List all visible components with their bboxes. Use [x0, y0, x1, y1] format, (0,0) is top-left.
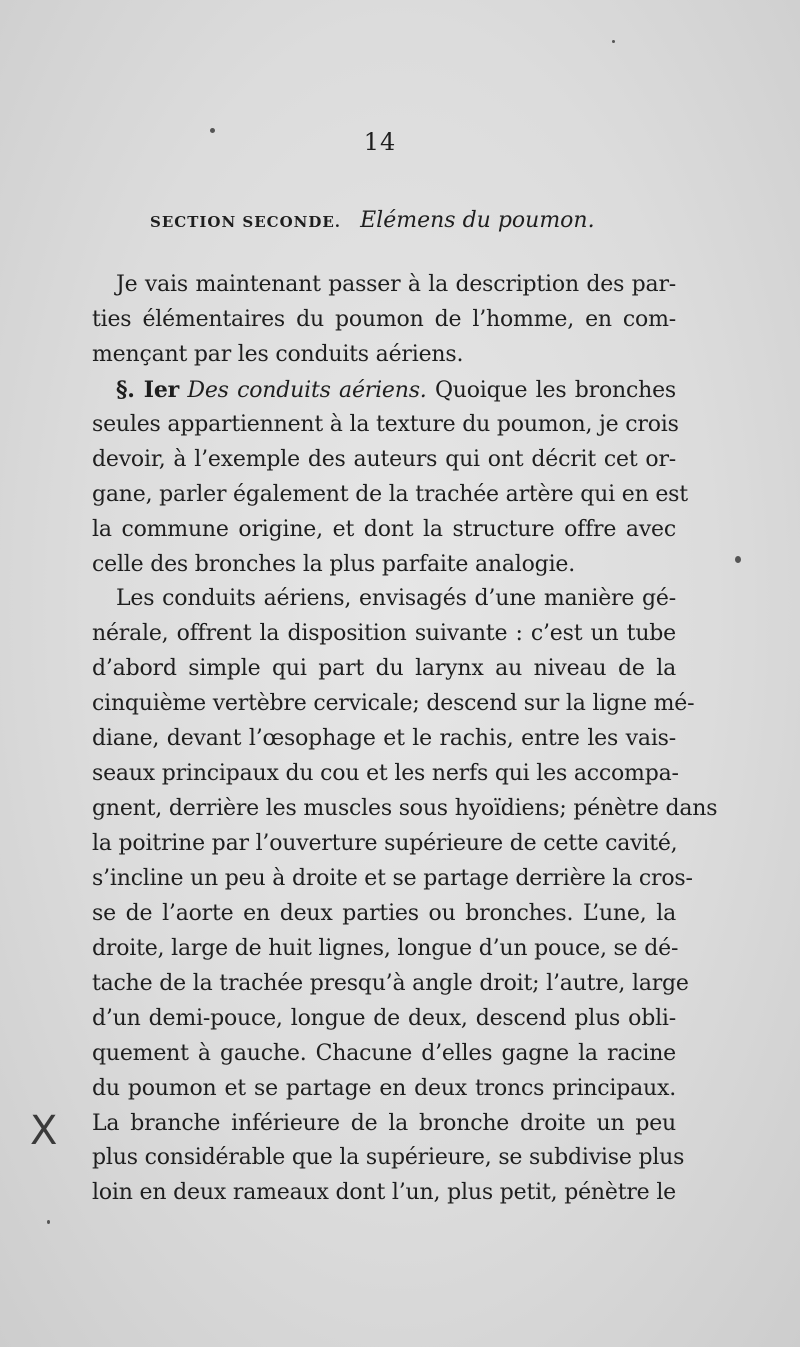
- text-line: mençant par les conduits aériens.: [92, 341, 464, 367]
- text-line: gane, parler également de la trachée artère qui en est: [92, 481, 688, 507]
- paper-speck: [735, 556, 741, 563]
- paper-speck: [612, 40, 615, 43]
- paragraph-heading-line: [92, 373, 676, 408]
- text-line: devoir, à l’exemple des auteurs qui ont décrit cet or-: [92, 446, 676, 472]
- text-line: gnent, derrière les muscles sous hyoïdiens; pénètre dans: [92, 796, 718, 822]
- text-fragment: Quoique les bronches: [434, 377, 676, 403]
- text-line: cinquième vertèbre cervicale; descend sur la ligne mé-: [92, 691, 695, 717]
- page-number: 14: [363, 128, 397, 156]
- text-line: seules appartiennent à la texture du poumon, je crois: [92, 411, 679, 437]
- text-line: plus considérable que la supérieure, se subdivise plus: [92, 1145, 685, 1171]
- text-line: quement à gauche. Chacune d’elles gagne la racine: [92, 1040, 676, 1066]
- text-line: Je vais maintenant passer à la description des par-: [116, 272, 676, 297]
- paper-speck: [47, 1220, 50, 1224]
- paper-speck: [210, 128, 215, 133]
- text-line: celle des bronches la plus parfaite analogie.: [92, 551, 576, 577]
- paragraph-heading: Des conduits aériens.: [187, 377, 427, 403]
- paragraph-mark: §. Ier: [116, 376, 180, 403]
- text-line: la poitrine par l’ouverture supérieure de cette cavité,: [92, 831, 678, 856]
- margin-annotation: X: [30, 1108, 58, 1154]
- text-line: droite, large de huit lignes, longue d’un pouce, se dé-: [92, 935, 679, 961]
- text-line: seaux principaux du cou et les nerfs qui les accompa-: [92, 761, 679, 787]
- text-line: d’abord simple qui part du larynx au niveau de la: [92, 656, 676, 682]
- running-header: [150, 208, 690, 233]
- text-line: loin en deux rameaux dont l’un, plus petit, pénètre le: [92, 1180, 676, 1206]
- text-line: nérale, offrent la disposition suivante : c’est un tube: [92, 621, 676, 647]
- text-line: ties élémentaires du poumon de l’homme, en com-: [92, 306, 676, 332]
- text-line: La branche inférieure de la bronche droite un peu: [92, 1110, 676, 1136]
- body-text: [92, 268, 718, 1211]
- text-line: tache de la trachée presqu’à angle droit; l’autre, large: [92, 970, 689, 996]
- text-line: se de l’aorte en deux parties ou bronches. L’une, la: [92, 900, 676, 926]
- text-line: s’incline un peu à droite et se partage derrière la cros-: [92, 865, 693, 891]
- text-line: du poumon et se partage en deux troncs principaux.: [92, 1075, 676, 1101]
- text-line: Les conduits aériens, envisagés d’une manière gé-: [116, 586, 676, 612]
- section-label: SECTION SECONDE.: [150, 213, 342, 231]
- text-line: d’un demi-pouce, longue de deux, descend plus obli-: [92, 1005, 676, 1031]
- section-title: Elémens du poumon.: [360, 208, 595, 233]
- text-line: la commune origine, et dont la structure offre avec: [92, 516, 676, 542]
- text-line: diane, devant l’œsophage et le rachis, entre les vais-: [92, 726, 676, 752]
